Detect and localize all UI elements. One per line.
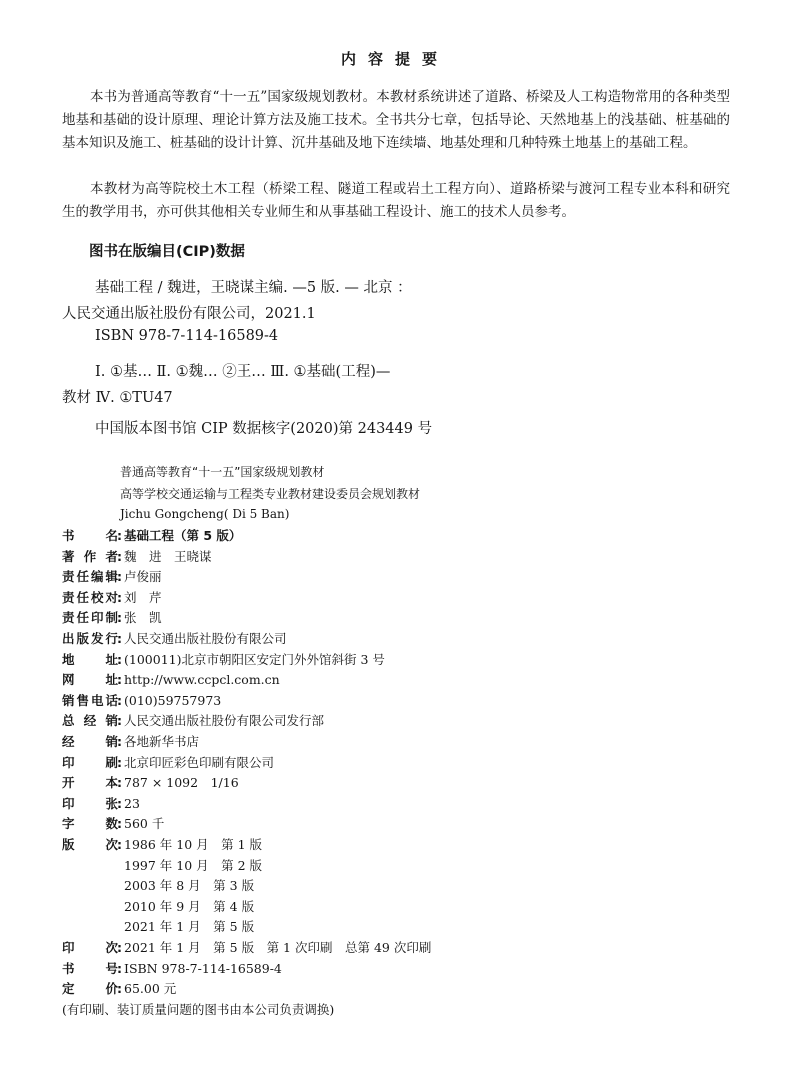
field-value: 2021 年 1 月 第 5 版 第 1 次印刷 总第 49 次印刷 (124, 940, 432, 955)
field-value: 1986 年 10 月 第 1 版 (124, 837, 263, 852)
field-label: 责 任 校 对 (62, 589, 118, 605)
field-value: (100011)北京市朝阳区安定门外外馆斜街 3 号 (124, 651, 385, 667)
summary-paragraph-1: 本书为普通高等教育“十一五”国家级规划教材。本教材系统讲述了道路、桥梁及人工构造物常用的各种类型地基和基础的设计原理、理论计算方法及施工技术。全书共分七章，包括导论、天然地基上的浅基础、桩基础的基本知识及施工、桩基础的设计计算、沉井基础及地下连续墙、地基处理和几种特殊土地基上的基础工程。 (62, 89, 730, 151)
cip-line-6: 中国版本图书馆 CIP 数据核字(2020)第 243449 号 (95, 421, 433, 437)
field-colon: : (117, 548, 122, 564)
field-label: 版 次 (62, 837, 118, 852)
edition-history-line: 2021 年 1 月 第 5 版 (124, 919, 255, 935)
field-colon: : (117, 734, 122, 749)
summary-paragraph-2: 本教材为高等院校土木工程（桥梁工程、隧道工程或岩土工程方向）、道路桥梁与渡河工程专业本科和研究生的教学用书，亦可供其他相关专业师生和从事基础工程设计、施工的技术人员参考。 (62, 181, 730, 220)
field-value: 刘 芹 (124, 589, 162, 605)
field-value: 787 × 1092 1/16 (124, 775, 239, 791)
field-colon: : (117, 569, 122, 585)
cip-line-3: ISBN 978-7-114-16589-4 (95, 328, 279, 344)
edition-history-line: 1997 年 10 月 第 2 版 (124, 857, 263, 873)
field-label: 字 数 (62, 816, 118, 832)
field-value: 卢俊丽 (124, 569, 162, 585)
field-label: 网 址 (62, 672, 118, 688)
field-colon: : (117, 589, 122, 605)
field-label: 书 名 (62, 528, 118, 543)
field-colon: : (117, 816, 122, 832)
field-colon: : (117, 713, 122, 729)
title-pinyin: Jichu Gongcheng( Di 5 Ban) (120, 507, 290, 521)
field-label: 定 价 (62, 981, 118, 997)
edition-history-line: 2003 年 8 月 第 3 版 (124, 878, 255, 894)
field-value: http://www.ccpcl.com.cn (124, 672, 280, 688)
field-value: (010)59757973 (124, 692, 222, 708)
field-colon: : (117, 940, 122, 955)
field-label: 销 售 电 话 (62, 692, 118, 708)
field-colon: : (117, 754, 122, 770)
field-value: 基础工程（第 5 版） (124, 528, 242, 543)
field-colon: : (117, 775, 122, 791)
field-label: 地 址 (62, 651, 118, 667)
series-line-1: 普通高等教育“十一五”国家级规划教材 (120, 465, 325, 479)
field-value: 560 千 (124, 816, 165, 832)
field-label: 印 张 (62, 795, 118, 811)
field-value: 张 凯 (124, 610, 162, 626)
cip-heading: 图书在版编目(CIP)数据 (89, 244, 245, 260)
cip-line-1: 基础工程 / 魏进，王晓谋主编. —5 版. — 北京 ： (95, 280, 412, 296)
field-label: 总 经 销 (62, 713, 118, 729)
field-label: 印 刷 (62, 754, 118, 770)
field-label: 经 销 (62, 734, 118, 749)
field-value: ISBN 978-7-114-16589-4 (124, 960, 282, 976)
field-label: 开 本 (62, 775, 118, 791)
summary-title: 内容提要 (340, 50, 449, 68)
field-value: 23 (124, 795, 140, 811)
field-colon: : (117, 672, 122, 688)
field-colon: : (117, 528, 122, 543)
field-colon: : (117, 610, 122, 626)
field-value: 北京印匠彩色印刷有限公司 (124, 754, 275, 770)
field-value: 人民交通出版社股份有限公司发行部 (124, 713, 325, 729)
field-value: 65.00 元 (124, 981, 177, 997)
series-line-2: 高等学校交通运输与工程类专业教材建设委员会规划教材 (120, 487, 421, 501)
field-value: 各地新华书店 (124, 734, 200, 749)
field-colon: : (117, 651, 122, 667)
field-colon: : (117, 960, 122, 976)
edition-history-line: 2010 年 9 月 第 4 版 (124, 898, 255, 914)
field-label: 书 号 (62, 960, 118, 976)
field-label: 印 次 (62, 940, 118, 955)
field-colon: : (117, 837, 122, 852)
field-label: 出 版 发 行 (62, 631, 118, 646)
field-value: 魏 进 王晓谋 (124, 548, 212, 564)
field-colon: : (117, 981, 122, 997)
quality-footnote: (有印刷、装订质量问题的图书由本公司负责调换) (62, 1002, 335, 1017)
field-colon: : (117, 795, 122, 811)
field-label: 责 任 编 辑 (62, 569, 118, 585)
field-colon: : (117, 631, 122, 646)
cip-line-4: Ⅰ. ①基… Ⅱ. ①魏… ②王… Ⅲ. ①基础(工程)— (95, 364, 391, 380)
field-label: 著 作 者 (62, 548, 118, 564)
field-value: 人民交通出版社股份有限公司 (124, 631, 287, 646)
cip-line-2: 人民交通出版社股份有限公司，2021.1 (62, 306, 316, 322)
cip-line-5: 教材 Ⅳ. ①TU47 (62, 390, 173, 406)
field-colon: : (117, 692, 122, 708)
field-label: 责 任 印 制 (62, 610, 118, 626)
